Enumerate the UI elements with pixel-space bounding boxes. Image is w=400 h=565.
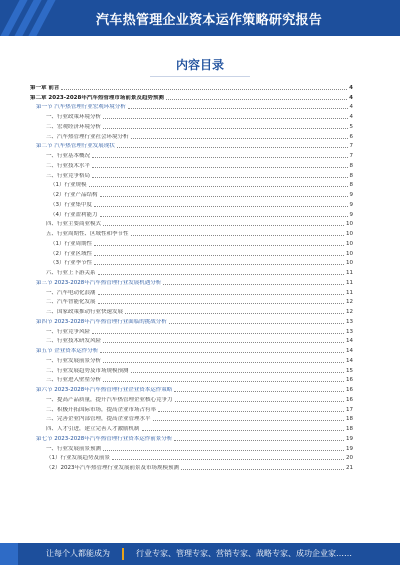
toc-entry[interactable] <box>30 92 353 102</box>
toc-dot-leader <box>94 264 344 265</box>
footer-slogan-left: 让每个人都能成为 <box>46 549 110 558</box>
toc-entry[interactable] <box>30 375 353 385</box>
toc-entry-label: 六、行业上下游关系 <box>46 270 96 276</box>
toc-heading: 内容目录 <box>175 58 224 72</box>
toc-entry[interactable] <box>30 248 353 258</box>
toc-entry-page-number: 9 <box>349 192 353 198</box>
toc-entry[interactable] <box>30 150 353 160</box>
toc-dot-leader <box>94 206 348 207</box>
toc-dot-leader <box>103 118 347 119</box>
toc-entry-label: 四、行业主要商业模式 <box>46 221 102 228</box>
toc-entry[interactable] <box>30 219 353 229</box>
toc-entry-label: 四、人才引进，建立完善人才激励机制 <box>46 426 140 432</box>
toc-entry-page-number: 11 <box>346 270 353 276</box>
toc-entry-page-number: 18 <box>346 426 353 432</box>
toc-entry[interactable] <box>30 170 353 180</box>
toc-dot-leader <box>94 255 344 256</box>
toc-dot-leader <box>92 333 344 334</box>
toc-dot-leader <box>112 459 344 460</box>
toc-dot-leader <box>174 391 344 392</box>
toc-entry-page-number: 12 <box>346 299 353 306</box>
toc-entry-page-number: 13 <box>346 318 353 325</box>
toc-entry-page-number: 19 <box>346 435 353 442</box>
table-of-contents <box>30 82 353 472</box>
toc-entry[interactable] <box>30 121 353 131</box>
toc-entry-label: 二、宏观经济环境分析 <box>46 123 102 130</box>
toc-entry[interactable] <box>30 160 353 170</box>
toc-dot-leader <box>98 274 344 275</box>
toc-entry-page-number: 4 <box>349 114 353 120</box>
toc-entry-page-number: 16 <box>346 396 353 403</box>
toc-entry[interactable] <box>30 238 353 248</box>
toc-entry[interactable] <box>30 189 353 199</box>
toc-entry[interactable] <box>30 423 353 433</box>
toc-entry-label: 二、积极开拓国际市场，提高企业市场占有率 <box>46 406 157 413</box>
toc-dot-leader <box>100 216 348 217</box>
toc-dot-leader <box>92 157 347 158</box>
toc-dot-leader <box>92 167 347 168</box>
toc-dot-leader <box>163 284 344 285</box>
toc-entry-page-number: 12 <box>346 309 353 315</box>
toc-dot-leader <box>169 323 344 324</box>
toc-entry-page-number: 6 <box>349 133 353 140</box>
toc-dot-leader <box>103 225 344 226</box>
toc-dot-leader <box>103 128 347 129</box>
toc-entry[interactable] <box>30 306 353 316</box>
toc-entry-page-number: 13 <box>346 328 353 335</box>
toc-dot-leader <box>98 303 344 304</box>
toc-entry-page-number: 4 <box>349 94 353 101</box>
toc-entry-page-number: 10 <box>346 231 353 237</box>
toc-entry-page-number: 21 <box>346 465 353 471</box>
toc-entry-label: 五、行业周期性、区域性和季节性 <box>46 231 129 237</box>
toc-entry-label: 第四节 2023-2028年汽车热管理行业面临的挑战分析 <box>36 318 167 325</box>
toc-entry-page-number: 8 <box>349 162 353 169</box>
toc-entry[interactable] <box>30 404 353 414</box>
footer-banner <box>0 543 400 565</box>
toc-dot-leader <box>103 342 344 343</box>
toc-entry[interactable] <box>30 316 353 326</box>
toc-dot-leader <box>89 186 348 187</box>
toc-entry-label: （2）行业区域性 <box>50 250 92 257</box>
toc-heading-divider <box>150 76 250 77</box>
toc-entry[interactable] <box>30 462 353 472</box>
toc-entry[interactable] <box>30 131 353 141</box>
toc-entry-label: 二、行业发展趋势及市场规模预测 <box>46 367 129 374</box>
toc-entry-label: （2）行业产品结构 <box>50 192 98 198</box>
toc-entry[interactable] <box>30 287 353 297</box>
toc-entry-page-number: 5 <box>349 123 353 130</box>
toc-dot-leader <box>181 469 344 470</box>
toc-entry-label: 一、提高产品质量，提升汽车热管理企业核心竞争力 <box>46 396 173 403</box>
toc-entry-label: 三、行业竞争格局 <box>46 172 91 179</box>
toc-entry[interactable] <box>30 326 353 336</box>
toc-entry[interactable] <box>30 365 353 375</box>
toc-entry[interactable] <box>30 453 353 463</box>
toc-entry-label: 一、行业发展前景分析 <box>46 357 102 364</box>
toc-entry[interactable] <box>30 180 353 190</box>
toc-entry-label: 第一章 前言 <box>30 84 60 91</box>
toc-entry-page-number: 11 <box>346 289 353 296</box>
toc-entry[interactable] <box>30 336 353 346</box>
toc-dot-leader <box>100 196 348 197</box>
toc-dot-leader <box>131 138 348 139</box>
toc-entry[interactable] <box>30 111 353 121</box>
toc-dot-leader <box>131 235 344 236</box>
toc-dot-leader <box>128 108 348 109</box>
report-title: 汽车热管理企业资本运作策略研究报告 <box>96 13 323 28</box>
toc-entry-label: 第二章 2023-2028年汽车热管理市场前景及趋势预测 <box>30 94 164 101</box>
toc-entry[interactable] <box>30 209 353 219</box>
toc-entry-label: 第三节 2023-2028年汽车热管理行业发展机遇分析 <box>36 279 162 286</box>
toc-entry-label: 第五节 企业资本运作分析 <box>36 348 99 354</box>
toc-entry[interactable] <box>30 102 353 112</box>
toc-entry-page-number: 19 <box>346 445 353 452</box>
toc-entry-page-number: 10 <box>346 240 353 247</box>
toc-entry-label: （1）行业规模 <box>50 182 87 189</box>
toc-dot-leader <box>94 245 344 246</box>
toc-entry-page-number: 10 <box>346 250 353 257</box>
toc-entry-page-number: 16 <box>346 377 353 384</box>
toc-entry-page-number: 11 <box>346 279 353 286</box>
toc-entry-label: 二、行业技术研发风险 <box>46 338 102 345</box>
toc-dot-leader <box>103 450 344 451</box>
toc-entry-page-number: 4 <box>349 84 353 91</box>
toc-entry[interactable] <box>30 228 353 238</box>
toc-entry-page-number: 7 <box>349 143 353 150</box>
toc-dot-leader <box>125 313 344 314</box>
toc-dot-leader <box>92 177 347 178</box>
toc-entry-page-number: 10 <box>346 221 353 228</box>
toc-entry-page-number: 4 <box>349 104 353 111</box>
toc-entry-page-number: 10 <box>346 260 353 267</box>
toc-entry[interactable] <box>30 345 353 355</box>
toc-entry-label: 第七节 2023-2028年汽车热管理行业资本运作前景分析 <box>36 435 173 442</box>
toc-entry-label: 一、行业发展前景预测 <box>46 445 102 452</box>
toc-dot-leader <box>103 381 344 382</box>
toc-dot-leader <box>153 420 344 421</box>
toc-entry-page-number: 9 <box>349 201 353 208</box>
toc-entry-label: 三、汽车热管理行业社会环境分析 <box>46 133 129 140</box>
toc-dot-leader <box>98 294 344 295</box>
toc-dot-leader <box>166 99 347 100</box>
toc-entry-label: （1）行业周期性 <box>50 240 92 247</box>
footer-slogan-right: 行业专家、管理专家、营销专家、战略专家、成功企业家…… <box>136 549 352 558</box>
toc-entry-label: 三、行业进入壁垒分析 <box>46 377 102 384</box>
toc-entry-label: （2）2023年汽车热管理行业发展前景及市场规模预测 <box>46 465 179 471</box>
toc-entry-label: （3）行业集中度 <box>50 201 92 208</box>
toc-entry-label: 三、国家政策推动行业快速发展 <box>46 309 124 315</box>
footer-accent <box>0 543 18 565</box>
footer-divider <box>122 548 124 560</box>
toc-entry[interactable] <box>30 394 353 404</box>
toc-entry-label: （4）行业盈利能力 <box>50 211 98 218</box>
toc-entry-label: 一、行业基本概况 <box>46 153 91 159</box>
toc-dot-leader <box>117 147 348 148</box>
toc-entry[interactable] <box>30 443 353 453</box>
toc-entry-label: 二、行业技术水平 <box>46 162 91 169</box>
toc-entry-page-number: 7 <box>349 153 353 159</box>
toc-entry-label: 一、行业竞争风险 <box>46 328 91 335</box>
toc-dot-leader <box>61 89 347 90</box>
toc-entry-label: 第一节 汽车热管理行业宏观环境分析 <box>36 104 126 111</box>
toc-entry[interactable] <box>30 384 353 394</box>
toc-dot-leader <box>158 411 344 412</box>
toc-entry-page-number: 14 <box>346 338 353 345</box>
toc-entry-page-number: 18 <box>346 416 353 423</box>
toc-dot-leader <box>174 440 344 441</box>
toc-entry-label: 二、汽车智能化发展 <box>46 299 96 306</box>
toc-entry-page-number: 20 <box>346 455 353 462</box>
toc-dot-leader <box>131 372 344 373</box>
toc-entry[interactable] <box>30 355 353 365</box>
toc-entry-page-number: 16 <box>346 387 353 393</box>
toc-entry[interactable] <box>30 199 353 209</box>
toc-entry-label: （3）行业季节性 <box>50 260 92 267</box>
toc-entry[interactable] <box>30 267 353 277</box>
header-banner <box>0 0 400 36</box>
toc-entry-label: 第二节 汽车热管理行业发展现状 <box>36 143 115 150</box>
toc-entry[interactable] <box>30 141 353 151</box>
toc-entry-page-number: 14 <box>346 357 353 364</box>
toc-entry[interactable] <box>30 433 353 443</box>
toc-entry-label: 一、行业政策环境分析 <box>46 114 102 120</box>
toc-entry-label: 第六节 2023-2028年汽车热管理行业企业资本运作策略 <box>36 387 173 393</box>
toc-entry-page-number: 14 <box>346 348 353 354</box>
toc-entry-label: （1）行业发展趋势及前景 <box>46 455 111 462</box>
toc-entry-label: 一、汽车电动化浪潮 <box>46 289 96 296</box>
toc-dot-leader <box>142 430 344 431</box>
toc-entry-page-number: 8 <box>349 172 353 179</box>
toc-entry-label: 三、完善企业内部管理，提高企业管理水平 <box>46 416 151 423</box>
toc-entry-page-number: 17 <box>346 406 353 413</box>
toc-entry-page-number: 8 <box>349 182 353 189</box>
toc-entry[interactable] <box>30 277 353 287</box>
toc-entry-page-number: 15 <box>346 367 353 374</box>
toc-entry-page-number: 9 <box>349 211 353 218</box>
toc-dot-leader <box>175 401 344 402</box>
toc-entry[interactable] <box>30 297 353 307</box>
toc-entry[interactable] <box>30 258 353 268</box>
toc-dot-leader <box>100 352 344 353</box>
toc-dot-leader <box>103 362 344 363</box>
toc-entry[interactable] <box>30 414 353 424</box>
toc-entry[interactable] <box>30 82 353 92</box>
